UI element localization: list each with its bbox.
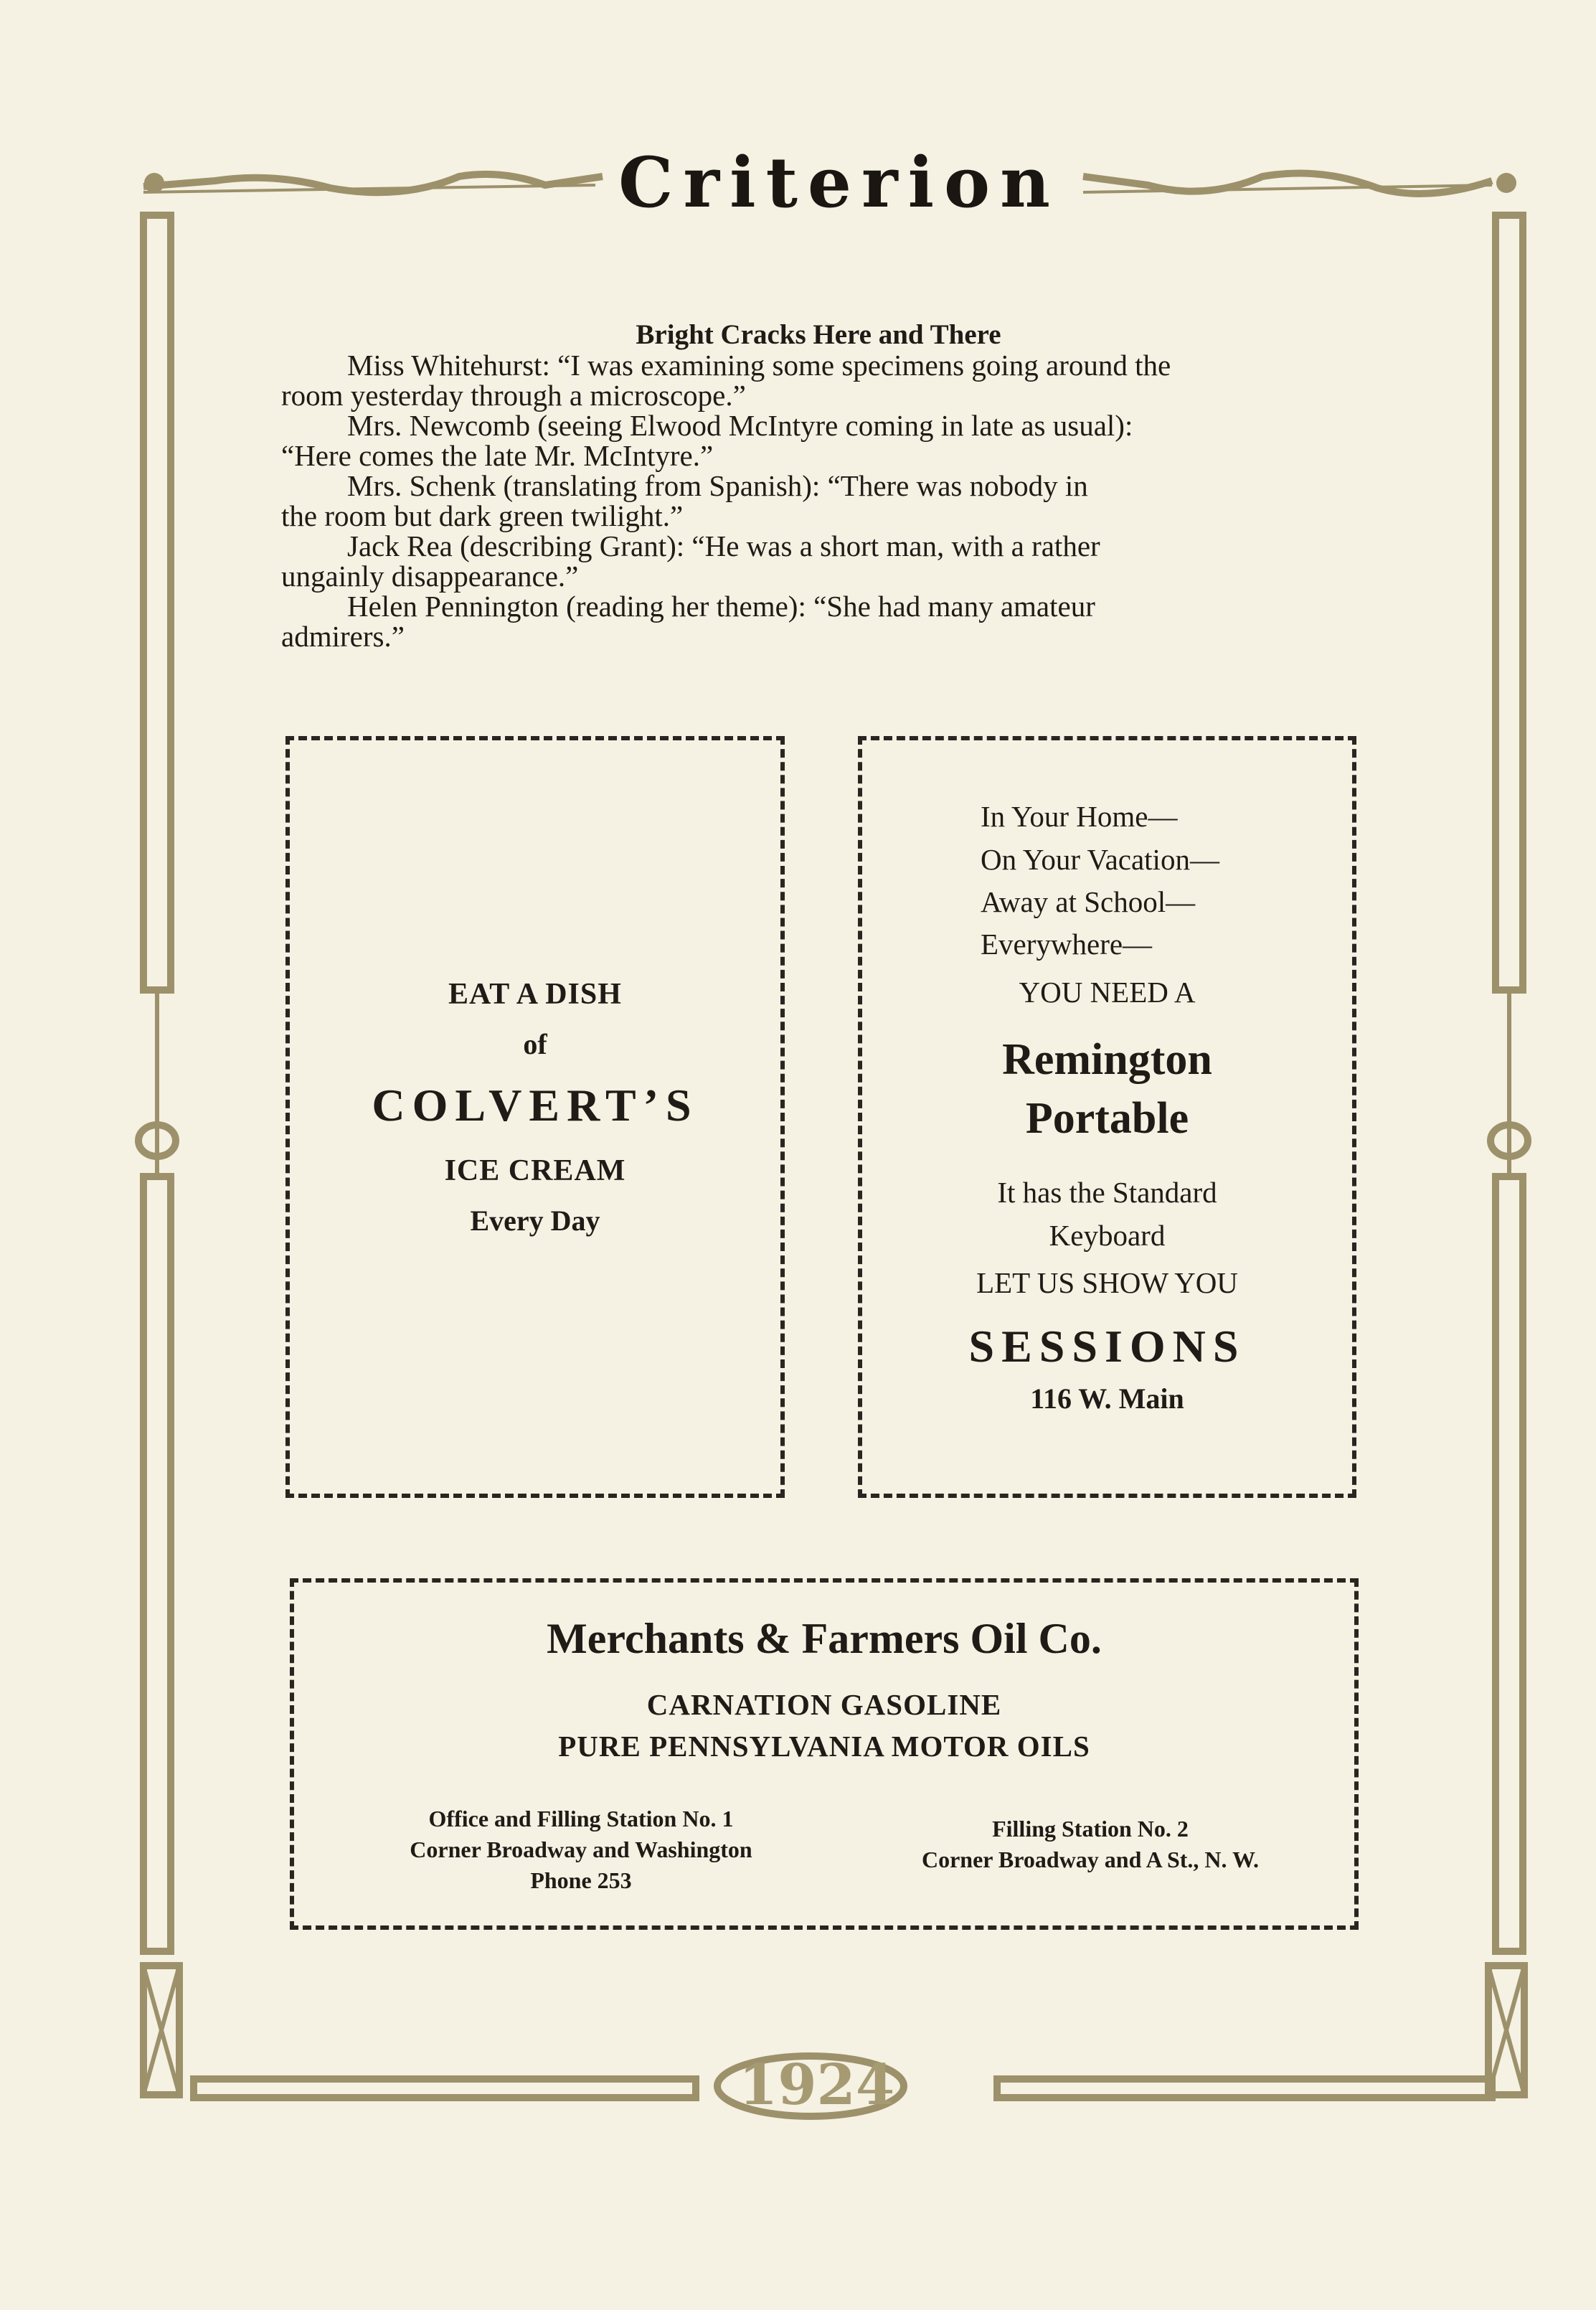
ad-remington-line: In Your Home—	[981, 800, 1178, 833]
ad-remington-line: Away at School—	[981, 885, 1196, 918]
ad-remington-dealer: SESSIONS	[968, 1321, 1246, 1372]
ad-remington-line: On Your Vacation—	[981, 843, 1219, 876]
jokes-section	[281, 320, 1356, 651]
ad-colvert-brand: COLVERT’S	[372, 1080, 699, 1131]
bottom-border-left	[194, 2079, 696, 2098]
year-badge: 1924	[739, 2052, 895, 2118]
joke-line: the room but dark green twilight.”	[281, 499, 684, 532]
joke-line: Jack Rea (describing Grant): “He was a short man, with a rather	[347, 529, 1100, 562]
ad-merchants-product2: PURE PENNSYLVANIA MOTOR OILS	[558, 1730, 1090, 1763]
ad-colverts-ice-cream	[285, 736, 785, 1498]
ad-remington-portable	[858, 736, 1356, 1498]
right-border-upper	[1496, 215, 1523, 990]
ad-remington-cta: LET US SHOW YOU	[976, 1266, 1238, 1299]
ad-merchants-company: Merchants & Farmers Oil Co.	[547, 1615, 1102, 1662]
ad-remington-address: 116 W. Main	[1030, 1382, 1184, 1415]
joke-line: room yesterday through a microscope.”	[281, 379, 746, 412]
ad-merchants-station2	[854, 1814, 1327, 1875]
station2-address: Corner Broadway and A St., N. W.	[921, 1847, 1260, 1872]
joke-line: Mrs. Schenk (translating from Spanish): “There was nobody in	[347, 469, 1088, 502]
left-border-upper	[143, 215, 171, 990]
ad-colvert-line2: of	[523, 1028, 547, 1060]
top-left-corner-ornament	[144, 173, 164, 193]
ad-merchants-farmers-oil	[290, 1578, 1359, 1930]
ad-remington-feature2: Keyboard	[1049, 1219, 1166, 1252]
joke-line: Miss Whitehurst: “I was examining some specimens going around the	[347, 349, 1171, 382]
ad-remington-line: Everywhere—	[981, 928, 1153, 961]
ad-remington-product2: Portable	[1025, 1094, 1189, 1143]
joke-line: ungainly disappearance.”	[281, 560, 579, 593]
station1-phone: Phone 253	[530, 1867, 632, 1893]
jokes-heading: Bright Cracks Here and There	[636, 319, 1001, 350]
ad-colvert-product: ICE CREAM	[444, 1154, 626, 1187]
ad-remington-feature1: It has the Standard	[997, 1176, 1217, 1209]
joke-line: Helen Pennington (reading her theme): “She had many amateur	[347, 590, 1095, 623]
masthead-title: Criterion	[610, 143, 1069, 222]
ad-merchants-product1: CARNATION GASOLINE	[646, 1688, 1002, 1721]
station2-name: Filling Station No. 2	[992, 1816, 1189, 1842]
ad-remington-need: YOU NEED A	[1019, 976, 1196, 1009]
station1-name: Office and Filling Station No. 1	[428, 1806, 734, 1832]
ad-merchants-station1	[337, 1804, 825, 1896]
ad-colvert-tagline: Every Day	[470, 1204, 600, 1237]
top-right-corner-ornament	[1496, 173, 1516, 193]
right-border-lower	[1496, 1177, 1523, 1951]
joke-line: Mrs. Newcomb (seeing Elwood McIntyre coming in late as usual):	[347, 409, 1133, 442]
left-border-lower	[143, 1177, 171, 1951]
ad-colvert-line1: EAT A DISH	[448, 978, 622, 1011]
joke-line: “Here comes the late Mr. McIntyre.”	[281, 439, 714, 472]
station1-address: Corner Broadway and Washington	[410, 1837, 752, 1862]
bottom-border-right	[997, 2079, 1492, 2098]
joke-line: admirers.”	[281, 620, 405, 653]
ad-remington-product1: Remington	[1002, 1035, 1212, 1084]
